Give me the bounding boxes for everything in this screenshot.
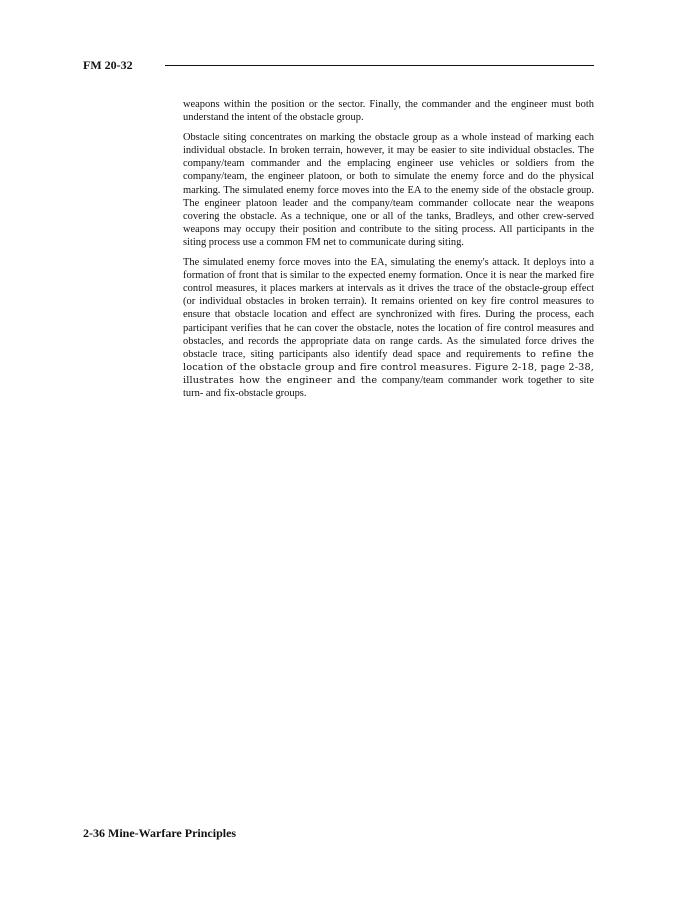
- paragraph-continuation: weapons within the position or the sector. Finally, the commander and the engineer must both understand the intent of the obstacle group.: [183, 99, 594, 124]
- page-footer: 2-36 Mine-Warfare Principles: [83, 826, 237, 840]
- paragraph-simulated-enemy: [183, 256, 594, 400]
- paragraph-simulated-enemy-part-a: The simulated enemy force moves into the EA, simulating the enemy's attack. It deploys into a formation of front that is similar to the expected enemy formation. Once it is near the marked fire control measures, it places markers at intervals as it drives the trace of the obstacle-group effect (or individual obstacles in broken terrain). It remains oriented on key fire control measures to ensure that obstacle location and effect are synchronized with fires. During the process, each participant verifies that he can cover the obstacle, notes the location of fire control measures and obstacles, and records the appropriate data on range cards. As the simulated force drives the obstacle trace, siting participants also identify dead space and requirements: [183, 257, 594, 360]
- body-text: [183, 98, 594, 407]
- paragraph-simulated-enemy-part-c: company/team commander work together to site turn- and fix-obstacle groups.: [183, 374, 594, 399]
- header-rule: [165, 65, 594, 66]
- paragraph-simulated-enemy-part-b: to refine the location of the obstacle group and fire control measures. Figure 2-18, page 2-38, illustrates how the engineer and the: [183, 348, 594, 386]
- paragraph-obstacle-siting: Obstacle siting concentrates on marking the obstacle group as a whole instead of marking each individual obstacle. In broken terrain, however, it may be easier to site individual obstacles. The company/team commander and the emplacing engineer use vehicles or soldiers from the company/team, the engineer platoon, or both to simulate the enemy force and do the physical marking. The simulated enemy force moves into the EA to the enemy side of the obstacle group. The engineer platoon leader and the company/team commander collocate near the weapons covering the obstacle. As a technique, one or all of the tanks, Bradleys, and other crew-served weapons may occupy their position and contribute to the siting process. All participants in the siting process use a common FM net to communicate during siting.: [183, 132, 594, 248]
- running-header: [83, 57, 594, 77]
- manual-number: FM 20-32: [83, 58, 133, 72]
